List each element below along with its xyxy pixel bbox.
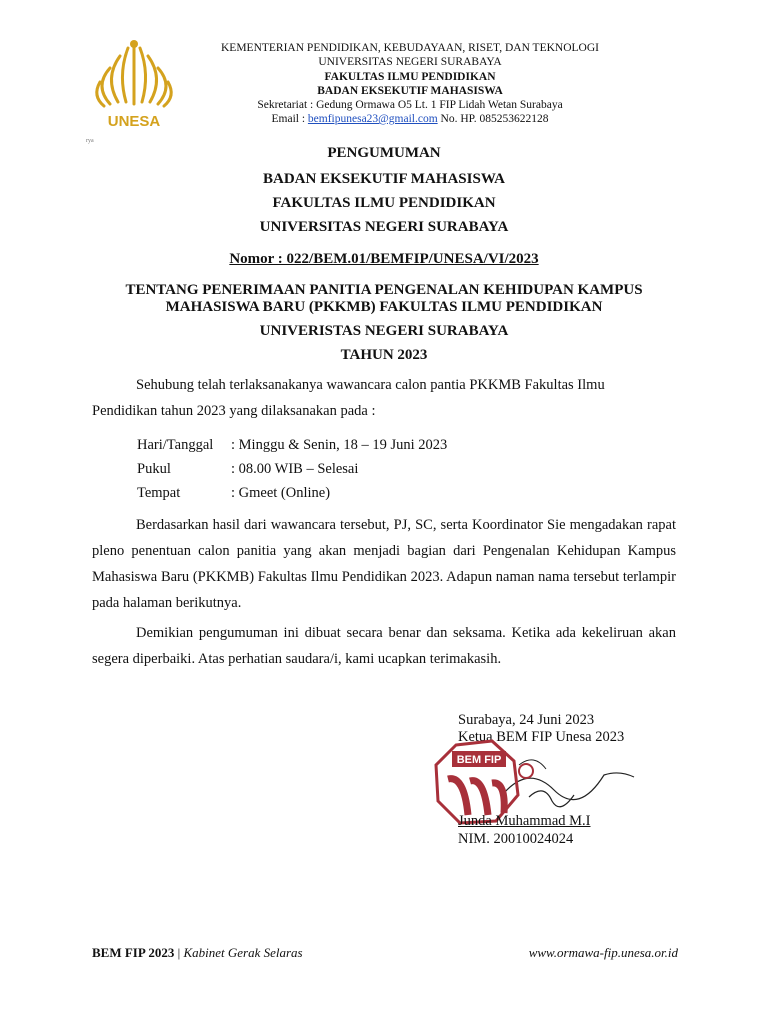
footer-separator: | [177,945,181,960]
signer-name: Junda Muhammad M.I [458,813,591,829]
email-label: Email : [271,113,306,125]
organization-line: BADAN EKSEKUTIF MAHASISWA [317,85,503,97]
footer-website[interactable]: www.ormawa-fip.unesa.or.id [528,945,678,960]
heading-university: UNIVERSITAS NEGERI SURABAYA [259,219,509,235]
stamp-signature-icon [434,735,639,825]
paragraph-1-line-1: Sehubung telah terlaksanakanya wawancara calon pantia PKKMB Fakultas Ilmu [136,377,605,393]
signature-place-date: Surabaya, 24 Juni 2023 [458,712,595,728]
paragraph-3: Demikian pengumuman ini dibuat secara benar dan seksama. Ketika ada kekeliruan akan segera diperbaiki. Atas perhatian saudara/i, kami ucapkan terimakasih. [92,625,676,667]
signature-position: Ketua BEM FIP Unesa 2023 [458,729,625,745]
heading-organization: BADAN EKSEKUTIF MAHASISWA [263,171,505,187]
stamp-text: BEM FIP [456,754,502,766]
subject-line-4: TAHUN 2023 [340,347,428,363]
contact-line [190,113,630,126]
faculty-line: FAKULTAS ILMU PENDIDIKAN [324,71,496,83]
detail-label: Pukul [137,461,171,477]
tiny-mark: rya [86,138,94,144]
email-link[interactable]: bemfipunesa23@gmail.com [307,113,438,125]
footer-cabinet: Kabinet Gerak Selaras [183,945,303,960]
university-line: UNIVERSITAS NEGERI SURABAYA [318,56,502,68]
detail-row [137,461,358,478]
detail-value: : Gmeet (Online) [231,485,331,501]
heading-announcement: PENGUMUMAN [327,145,441,161]
official-stamp [434,735,639,825]
logo-text: UNESA [107,113,161,130]
detail-label: Hari/Tanggal [137,437,214,453]
subject-line-1: TENTANG PENERIMAAN PANITIA PENGENALAN KEHIDUPAN KAMPUS [125,282,643,298]
phone-number: No. HP. 085253622128 [440,113,549,125]
subject-line-2: MAHASISWA BARU (PKKMB) FAKULTAS ILMU PENDIDIKAN [165,299,603,315]
secretariat-line: Sekretariat : Gedung Ormawa O5 Lt. 1 FIP Lidah Wetan Surabaya [257,99,563,111]
paragraph-2: Berdasarkan hasil dari wawancara tersebut, PJ, SC, serta Koordinator Sie mengadakan rapat pleno penentuan calon panitia yang akan menjadi bagian dari Pengenalan Kehidupan Kampus Mahasiswa Baru (PKKMB) Fakultas Ilmu Pendidikan 2023. Adapun naman nama tersebut terlampir pada halaman berikutnya. [92,517,676,611]
footer-org: BEM FIP 2023 [92,945,175,960]
detail-row [137,437,447,454]
unesa-emblem-icon [88,34,180,132]
footer-left [92,945,303,961]
detail-value: : 08.00 WIB – Selesai [231,461,359,477]
ministry-line: KEMENTERIAN PENDIDIKAN, KEBUDAYAAN, RISET, DAN TEKNOLOGI [221,42,599,54]
detail-label: Tempat [137,485,181,501]
paragraph-1-line-2: Pendidikan tahun 2023 yang dilaksanakan pada : [92,403,376,419]
unesa-logo [88,34,180,132]
heading-faculty: FAKULTAS ILMU PENDIDIKAN [272,195,496,211]
document-number: Nomor : 022/BEM.01/BEMFIP/UNESA/VI/2023 [229,251,539,267]
detail-row [137,485,330,502]
signer-nim: NIM. 20010024024 [458,831,574,847]
detail-value: : Minggu & Senin, 18 – 19 Juni 2023 [231,437,448,453]
subject-line-3: UNIVERISTAS NEGERI SURABAYA [259,323,509,339]
